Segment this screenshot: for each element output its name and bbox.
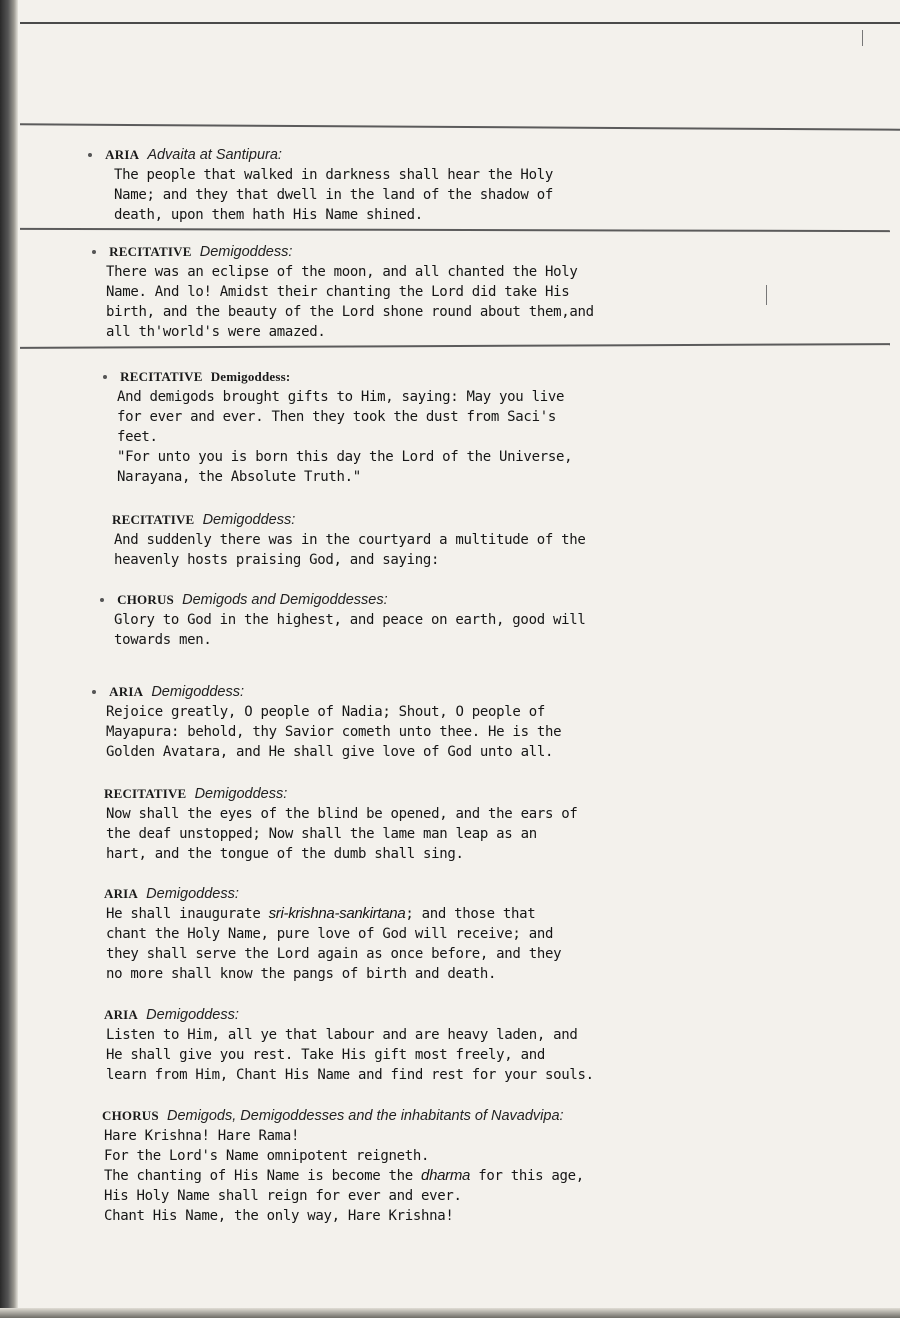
verse-line: Narayana, the Absolute Truth." [117, 469, 361, 485]
section-recitative-hosts [112, 510, 692, 570]
section-heading [88, 145, 668, 165]
section-type: RECITATIVE [112, 512, 195, 527]
bullet-icon [100, 598, 104, 602]
verse-line: hart, and the tongue of the dumb shall sing. [106, 846, 464, 862]
section-recitative-eclipse [92, 242, 672, 342]
divider-rule [20, 228, 890, 232]
section-type: ARIA [104, 886, 139, 901]
section-heading [104, 784, 684, 804]
verse-line: Glory to God in the highest, and peace on earth, good will [114, 612, 586, 628]
section-type: ARIA [104, 1007, 139, 1022]
verse-line: He shall inaugurate sri-krishna-sankirtana; and those that [106, 905, 536, 922]
verse-line: Name; and they that dwell in the land of the shadow of [114, 187, 553, 203]
section-type: RECITATIVE [104, 786, 187, 801]
section-aria-advaita [88, 145, 668, 225]
verse-line: for ever and ever. Then they took the dust from Saci's [117, 409, 556, 425]
section-speaker: Demigoddess: [210, 369, 291, 384]
verse-line: Chant His Name, the only way, Hare Krishna! [104, 1208, 454, 1224]
section-speaker: Demigoddess: [194, 786, 288, 802]
section-speaker: Demigoddess: [199, 244, 293, 260]
verse-line: Golden Avatara, and He shall give love of God unto all. [106, 744, 554, 760]
section-heading [104, 1005, 684, 1025]
section-speaker: Demigods, Demigoddesses and the inhabitants of Navadvipa: [166, 1108, 564, 1124]
verse-line: And demigods brought gifts to Him, saying: May you live [117, 389, 565, 405]
section-type: CHORUS [117, 592, 174, 607]
section-speaker: Demigoddess: [151, 684, 244, 700]
verse-line: His Holy Name shall reign for ever and ever. [104, 1188, 462, 1204]
verse-line: Rejoice greatly, O people of Nadia; Shout, O people of [106, 704, 545, 720]
verse-line: all th'world's were amazed. [106, 324, 326, 340]
verse-line: birth, and the beauty of the Lord shone round about them,and [106, 304, 594, 320]
verse-line: towards men. [114, 632, 212, 648]
verse-line: The chanting of His Name is become the dharma for this age, [104, 1167, 584, 1184]
bullet-icon [92, 250, 96, 254]
verse-line: they shall serve the Lord again as once before, and they [106, 946, 562, 962]
bullet-icon [103, 375, 107, 379]
section-type: CHORUS [102, 1108, 159, 1123]
verse-line: no more shall know the pangs of birth and death. [106, 966, 497, 982]
verse-line: Now shall the eyes of the blind be opened, and the ears of [106, 806, 578, 822]
bullet-icon [88, 153, 92, 157]
section-heading [112, 510, 692, 530]
section-speaker: Advaita at Santipura: [147, 147, 282, 163]
section-heading [92, 242, 672, 262]
margin-mark [862, 30, 863, 46]
book-spine-shadow [0, 0, 18, 1318]
section-speaker: Demigoddess: [146, 1007, 239, 1023]
section-speaker: Demigods and Demigoddesses: [182, 592, 388, 608]
page-bottom-edge [0, 1308, 900, 1318]
verse-line: Hare Krishna! Hare Rama! [104, 1128, 300, 1144]
section-heading [104, 884, 684, 904]
section-chorus-glory [100, 590, 680, 650]
emphasis-term: sri-krishna-sankirtana [268, 905, 406, 922]
verse-line: Listen to Him, all ye that labour and are heavy laden, and [106, 1027, 578, 1043]
verse-line: learn from Him, Chant His Name and find rest for your souls. [106, 1067, 594, 1083]
section-type: RECITATIVE [109, 244, 192, 259]
emphasis-term: dharma [421, 1167, 471, 1184]
verse-line: There was an eclipse of the moon, and all chanted the Holy [106, 264, 578, 280]
verse-line: chant the Holy Name, pure love of God will receive; and [106, 926, 554, 942]
section-recitative-blind [104, 784, 684, 864]
margin-mark [766, 285, 767, 305]
verse-line: feet. [117, 429, 158, 445]
verse-line: The people that walked in darkness shall hear the Holy [114, 167, 553, 183]
section-heading [92, 682, 672, 702]
top-rule [20, 22, 900, 24]
verse-line: death, upon them hath His Name shined. [114, 207, 423, 223]
section-chorus-finale [102, 1106, 702, 1226]
verse-line: "For unto you is born this day the Lord of the Universe, [117, 449, 573, 465]
verse-line: Name. And lo! Amidst their chanting the Lord did take His [106, 284, 570, 300]
section-heading [102, 1106, 702, 1126]
section-heading [100, 590, 680, 610]
section-type: RECITATIVE [120, 369, 203, 384]
verse-line: He shall give you rest. Take His gift most freely, and [106, 1047, 545, 1063]
section-aria-sankirtana [104, 884, 684, 984]
section-type: ARIA [109, 684, 144, 699]
verse-line: the deaf unstopped; Now shall the lame man leap as an [106, 826, 537, 842]
section-type: ARIA [105, 147, 140, 162]
section-speaker: Demigoddess: [146, 886, 239, 902]
divider-rule [20, 123, 900, 130]
bullet-icon [92, 690, 96, 694]
verse-line: And suddenly there was in the courtyard a multitude of the [114, 532, 586, 548]
section-aria-rejoice [92, 682, 672, 762]
verse-line: Mayapura: behold, thy Savior cometh unto thee. He is the [106, 724, 562, 740]
verse-line: For the Lord's Name omnipotent reigneth. [104, 1148, 430, 1164]
section-heading [103, 367, 683, 387]
section-aria-listen [104, 1005, 684, 1085]
verse-line: heavenly hosts praising God, and saying: [114, 552, 440, 568]
divider-rule [20, 343, 890, 349]
section-speaker: Demigoddess: [202, 512, 296, 528]
section-recitative-gifts [103, 367, 683, 487]
